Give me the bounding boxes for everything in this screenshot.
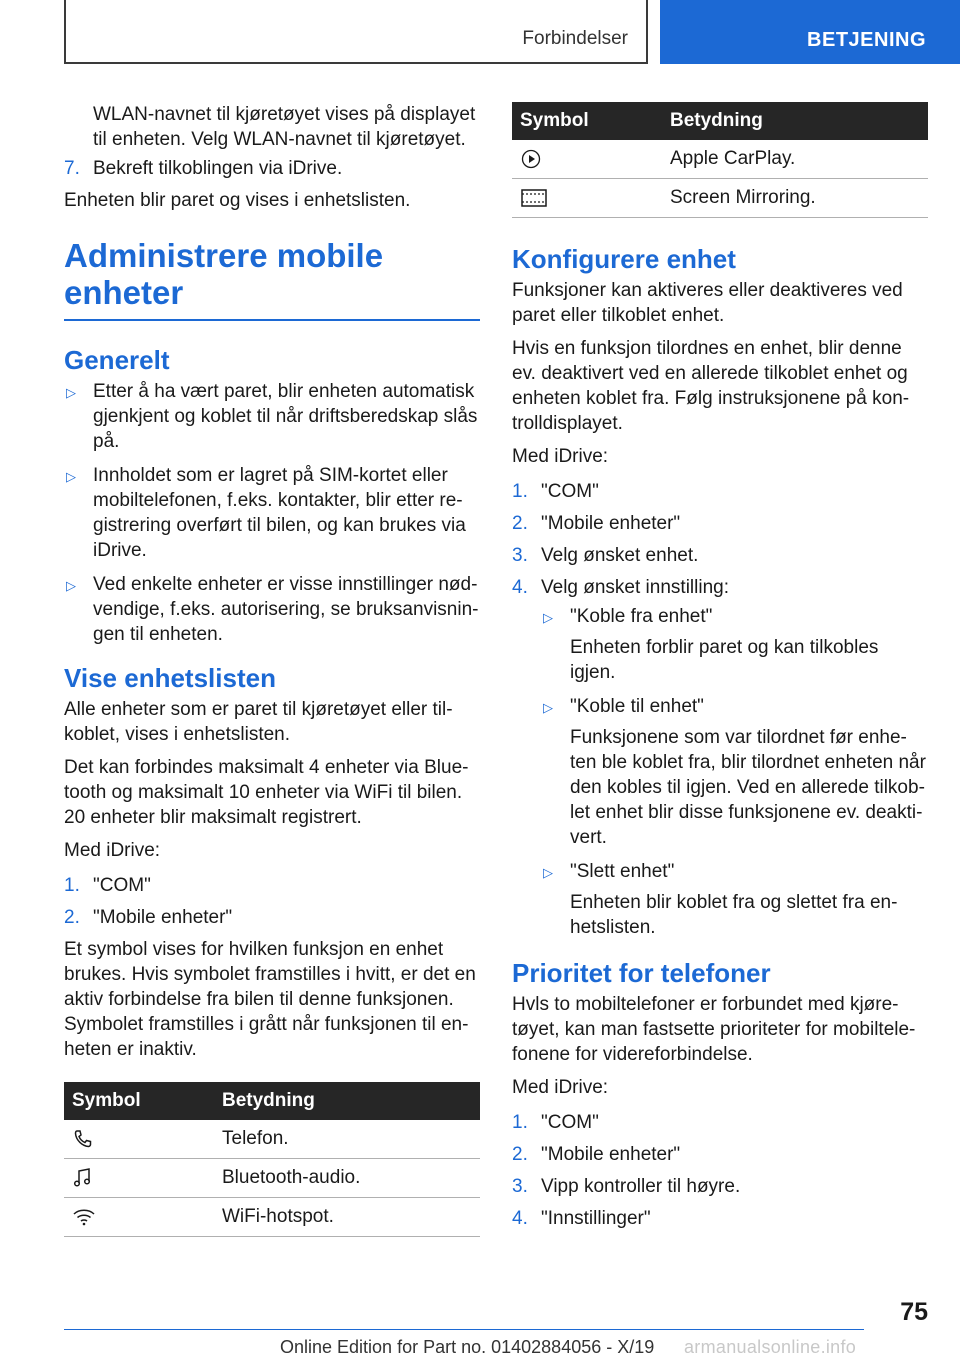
konfig-paragraph-2: Hvis en funksjon tilordnes en enhet, blir denne ev. deaktivert ved en allerede tilkoblet enhet og enheten koblet fra. Følg instruksjonene på kon-trolldisplayet. [512, 338, 910, 434]
step-number: 2. [512, 1144, 528, 1165]
list-item [512, 1206, 928, 1231]
list-item [64, 873, 480, 898]
med-idrive-label: Med iDrive: [64, 840, 161, 861]
step-text: "COM" [541, 481, 599, 502]
col-header-meaning: Betydning [218, 1082, 480, 1120]
option-description: Enheten blir koblet fra og slettet fra en-hetslisten. [570, 892, 898, 938]
step-number: 1. [512, 481, 528, 502]
step-number: 2. [512, 513, 528, 534]
step-text: "Mobile enheter" [541, 513, 681, 534]
play-circle-icon [520, 148, 658, 170]
option-label: "Koble fra enhet" [570, 606, 713, 627]
table-row [64, 1198, 480, 1237]
prioritet-paragraph: Hvls to mobiltelefoner er forbundet med kjøre-tøyet, kan man fastsette prioriteter for mobiltele-fonene for videreforbindelse. [512, 994, 916, 1065]
intro-text: WLAN-navnet til kjøretøyet vises på displayet til enheten. Velg WLAN-navnet til kjøretøyet. [93, 104, 476, 150]
option-list [541, 604, 928, 940]
step-text: "Mobile enheter" [93, 907, 233, 928]
step-text: Velg ønsket innstilling: [541, 577, 729, 598]
step-list-vise [64, 873, 480, 930]
step-number: 3. [512, 1176, 528, 1197]
list-item [541, 694, 928, 850]
right-column [512, 102, 928, 1238]
table-header-row [512, 102, 928, 140]
list-item [64, 379, 480, 454]
table-row [64, 1159, 480, 1198]
step-text: "COM" [541, 1112, 599, 1133]
page-number: 75 [900, 1298, 928, 1326]
table-header-row [64, 1082, 480, 1120]
symbol-table-right [512, 102, 928, 218]
screen-mirroring-icon [520, 187, 658, 209]
bullet-text: Innholdet som er lagret på SIM-kortet eller mobiltelefonen, f.eks. kontakter, blir etter re-gistrering overført til bilen, og kan brukes via iDrive. [93, 465, 466, 561]
page-title: Administrere mobile enheter [64, 237, 480, 321]
step-number: 4. [512, 1208, 528, 1229]
meaning-cell: Screen Mirroring. [666, 179, 928, 218]
table-row [512, 179, 928, 218]
list-item [64, 905, 480, 930]
triangle-bullet-icon: ▷ [543, 610, 553, 625]
konfig-paragraph-1: Funksjoner kan aktiveres eller deaktiveres ved paret eller tilkoblet enhet. [512, 280, 903, 326]
step-list-top [64, 156, 480, 181]
col-header-meaning: Betydning [666, 102, 928, 140]
section-heading-konfigurere: Konfigurere enhet [512, 244, 736, 274]
step-number: 3. [512, 545, 528, 566]
list-item [512, 1142, 928, 1167]
step-number: 7. [64, 158, 80, 179]
triangle-bullet-icon: ▷ [543, 700, 553, 715]
symbol-cell [512, 140, 666, 179]
left-column [64, 102, 480, 1237]
step-text: Vipp kontroller til høyre. [541, 1176, 741, 1197]
header-chapter-tab [660, 0, 960, 64]
step-text: "Innstillinger" [541, 1208, 651, 1229]
bullet-text: Ved enkelte enheter er visse innstillinger nød-vendige, f.eks. autorisering, se bruksanvisnin-gen til enheten. [93, 574, 479, 645]
general-bullet-list [64, 379, 480, 647]
table-row [512, 140, 928, 179]
step-list-prioritet [512, 1110, 928, 1231]
watermark: armanualsonline.info [684, 1337, 857, 1357]
list-item [512, 575, 928, 940]
step-text: Velg ønsket enhet. [541, 545, 699, 566]
symbol-cell [64, 1198, 218, 1237]
step-number: 1. [64, 875, 80, 896]
footer-divider [64, 1329, 864, 1330]
list-item [64, 463, 480, 563]
music-note-icon [72, 1167, 210, 1189]
col-header-symbol: Symbol [512, 102, 666, 140]
step-number: 2. [64, 907, 80, 928]
list-item [64, 156, 480, 181]
option-label: "Slett enhet" [570, 861, 675, 882]
option-description: Funksjonene som var tilordnet før enhe-ten ble koblet fra, blir tilordnet enheten når den kobles til igjen. Ved en allerede tilkob-let enhet blir disse funksjonene ev. deakti-vert. [570, 727, 926, 848]
vise-paragraph-2: Det kan forbindes maksimalt 4 enheter via Blue-tooth og maksimalt 10 enheter via WiFi til bilen. 20 enheter blir maksimalt registrert. [64, 757, 469, 828]
paired-text: Enheten blir paret og vises i enhetslisten. [64, 190, 411, 211]
list-item [541, 604, 928, 685]
meaning-cell: Apple CarPlay. [666, 140, 928, 179]
header-section-title: Forbindelser [522, 28, 628, 49]
section-heading-generelt: Generelt [64, 345, 170, 375]
footer-edition: Online Edition for Part no. 01402884056 - X/19 [280, 1337, 655, 1357]
symbol-cell [64, 1120, 218, 1159]
step-text: "COM" [93, 875, 151, 896]
triangle-bullet-icon: ▷ [66, 385, 76, 400]
step-text: Bekreft tilkoblingen via iDrive. [93, 158, 343, 179]
triangle-bullet-icon: ▷ [66, 578, 76, 593]
med-idrive-label: Med iDrive: [512, 446, 609, 467]
bullet-text: Etter å ha vært paret, blir enheten automatisk gjenkjent og koblet til når driftsberedskap slås på. [93, 381, 478, 452]
header-chapter-title: BETJENING [807, 29, 926, 51]
step-text: "Mobile enheter" [541, 1144, 681, 1165]
section-heading-vise: Vise enhetslisten [64, 663, 276, 693]
triangle-bullet-icon: ▷ [543, 865, 553, 880]
step-number: 1. [512, 1112, 528, 1133]
col-header-symbol: Symbol [64, 1082, 218, 1120]
list-item [512, 479, 928, 504]
list-item [541, 859, 928, 940]
meaning-cell: Telefon. [218, 1120, 480, 1159]
symbol-table-left [64, 1082, 480, 1237]
list-item [64, 572, 480, 647]
vise-paragraph-1: Alle enheter som er paret til kjøretøyet eller til-koblet, vises i enhetslisten. [64, 699, 453, 745]
option-description: Enheten forblir paret og kan tilkobles igjen. [570, 637, 879, 683]
list-item [512, 1110, 928, 1135]
header-section-box [64, 0, 648, 64]
meaning-cell: Bluetooth-audio. [218, 1159, 480, 1198]
triangle-bullet-icon: ▷ [66, 469, 76, 484]
section-heading-prioritet: Prioritet for telefoner [512, 958, 771, 988]
symbol-cell [64, 1159, 218, 1198]
wifi-icon [72, 1206, 210, 1228]
step-list-konfig [512, 479, 928, 940]
table-row [64, 1120, 480, 1159]
step-number: 4. [512, 577, 528, 598]
list-item [512, 511, 928, 536]
meaning-cell: WiFi-hotspot. [218, 1198, 480, 1237]
list-item [512, 1174, 928, 1199]
med-idrive-label: Med iDrive: [512, 1077, 609, 1098]
list-item [512, 543, 928, 568]
option-label: "Koble til enhet" [570, 696, 704, 717]
phone-icon [72, 1128, 210, 1150]
symbol-cell [512, 179, 666, 218]
symbol-paragraph: Et symbol vises for hvilken funksjon en enhet brukes. Hvis symbolet framstilles i hvitt, er det en aktiv forbindelse fra bilen til denne funksjonen. Symbolet framstilles i grått når funksjonen til en-heten er inaktiv. [64, 939, 476, 1060]
